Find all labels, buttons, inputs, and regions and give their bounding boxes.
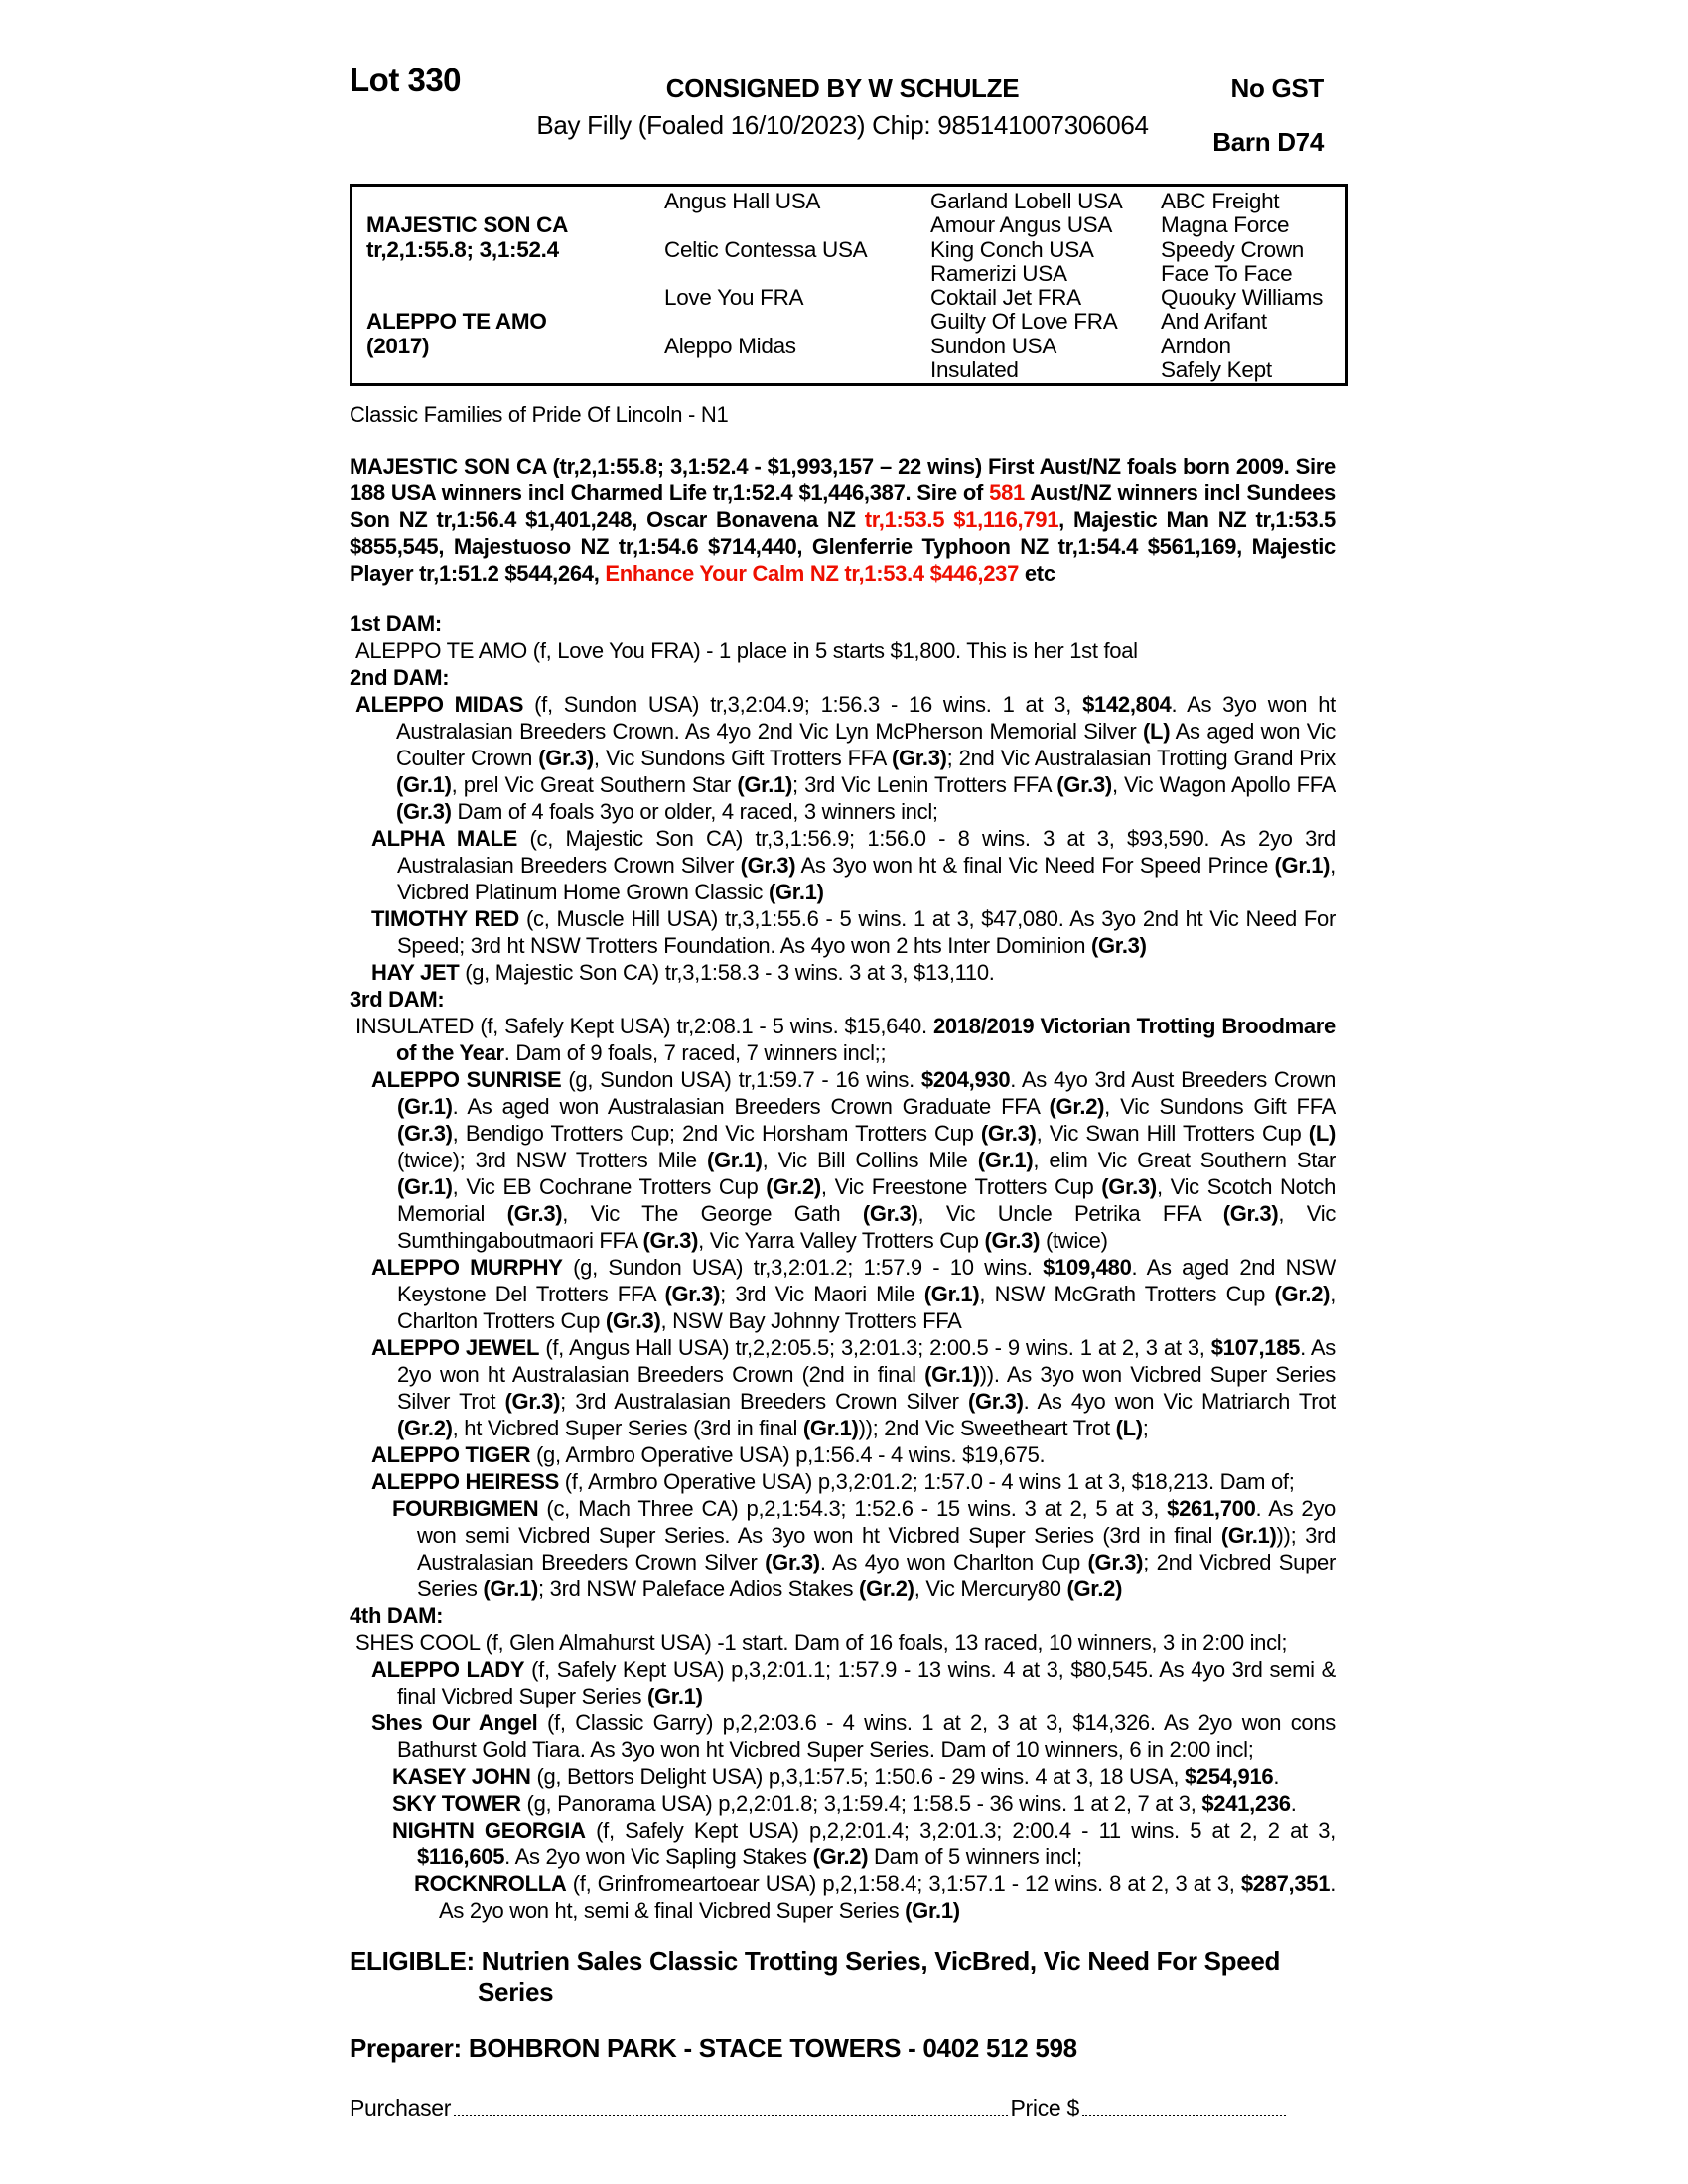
text-segment: , Vic Freestone Trotters Cup bbox=[820, 1174, 1102, 1199]
text-segment: (g, Bettors Delight USA) p,3,1:57.5; 1:50.6 - 29 wins. 4 at 3, 18 USA, bbox=[530, 1764, 1185, 1789]
sire-summary-paragraph bbox=[350, 453, 1336, 587]
pedigree-paragraph bbox=[350, 1254, 1336, 1334]
eligible-line-2: Series bbox=[478, 1978, 554, 2007]
pedigree-paragraph bbox=[350, 1817, 1336, 1870]
text-segment: (g, Sundon USA) tr,1:59.7 - 16 wins. bbox=[561, 1067, 921, 1092]
pedigree-cell: Amour Angus USA bbox=[930, 212, 1113, 238]
pedigree-cell bbox=[664, 213, 930, 237]
text-segment: . As aged 2nd NSW Keystone Del Trotters FFA bbox=[397, 1255, 1336, 1306]
text-segment: )). As 3yo won Vicbred Super Series Silver Trot bbox=[397, 1362, 1336, 1414]
text-segment: (Gr.1) bbox=[768, 880, 824, 904]
text-segment: ; 2nd Vicbred Super Series bbox=[417, 1550, 1336, 1601]
pedigree-paragraph bbox=[350, 1468, 1336, 1495]
text-segment: TIMOTHY RED bbox=[371, 906, 520, 931]
text-segment: NIGHTN GEORGIA bbox=[392, 1818, 586, 1843]
text-segment: (L) bbox=[1308, 1121, 1336, 1146]
pedigree-cell: Angus Hall USA bbox=[664, 189, 821, 213]
text-segment: )); 2nd Vic Sweetheart Trot bbox=[858, 1416, 1116, 1440]
pedigree-paragraph bbox=[350, 691, 1336, 825]
text-segment: ; 3rd Australasian Breeders Crown Silver bbox=[560, 1389, 968, 1414]
pedigree-paragraph bbox=[350, 1441, 1336, 1468]
text-segment: (Gr.1) bbox=[646, 1684, 703, 1708]
text-segment: ; 3rd Vic Maori Mile bbox=[720, 1282, 924, 1306]
text-segment: ALPHA MALE bbox=[371, 826, 518, 851]
text-segment: (twice); 3rd NSW Trotters Mile bbox=[397, 1148, 707, 1172]
text-segment: (f, Sundon USA) tr,3,2:04.9; 1:56.3 - 16 wins. 1 at 3, bbox=[523, 692, 1083, 717]
text-segment: (Gr.3) bbox=[980, 1121, 1037, 1146]
pedigree-paragraph bbox=[350, 1629, 1336, 1656]
text-segment: (f, Classic Garry) p,2,2:03.6 - 4 wins. 1 at 2, 3 at 3, $14,326. As 2yo won cons Bathurst Gold Tiara. As 3yo won ht Vicbred Super Series. Dam of 10 winners, 6 in 2:00 incl; bbox=[397, 1710, 1336, 1762]
text-segment: , Bendigo Trotters Cup; 2nd Vic Horsham Trotters Cup bbox=[452, 1121, 981, 1146]
pedigree-paragraph bbox=[350, 825, 1336, 905]
text-segment: (Gr.3) bbox=[605, 1308, 661, 1333]
price-label: Price $ bbox=[1010, 2095, 1079, 2120]
text-segment: (Gr.2) bbox=[397, 1416, 453, 1440]
text-segment: $241,236 bbox=[1201, 1791, 1291, 1816]
text-segment: (L) bbox=[1143, 719, 1171, 744]
text-segment: ALEPPO JEWEL bbox=[371, 1335, 540, 1360]
text-segment: (Gr.2) bbox=[859, 1576, 914, 1601]
text-segment: , Vic Wagon Apollo FFA bbox=[1111, 772, 1336, 797]
text-segment: , Vic Sundons Gift FFA bbox=[1104, 1094, 1336, 1119]
text-segment: (Gr.3) bbox=[862, 1201, 918, 1226]
text-segment: ; 3rd Vic Lenin Trotters FFA bbox=[792, 772, 1057, 797]
price-fill-line bbox=[1082, 2114, 1286, 2116]
text-segment: KASEY JOHN bbox=[392, 1764, 531, 1789]
text-segment: $109,480 bbox=[1043, 1255, 1132, 1280]
text-segment: $116,605 bbox=[417, 1844, 505, 1869]
pedigree-cell: Arndon bbox=[1161, 333, 1231, 358]
pedigree-cell: Quouky Williams bbox=[1161, 285, 1324, 311]
text-segment: , Vic Yarra Valley Trotters Cup bbox=[698, 1228, 985, 1253]
text-segment: $142,804 bbox=[1082, 692, 1172, 717]
text-segment: (f, Safely Kept USA) p,2,2:01.4; 3,2:01.3; 2:00.4 - 11 wins. 5 at 2, 2 at 3, bbox=[585, 1818, 1336, 1843]
pedigree-cell: Safely Kept bbox=[1161, 357, 1272, 383]
text-segment: . As 2yo won Vic Sapling Stakes bbox=[504, 1844, 813, 1869]
pedigree-cell bbox=[664, 262, 930, 286]
text-segment: (Gr.3) bbox=[538, 746, 594, 770]
text-segment: (Gr.1) bbox=[483, 1576, 539, 1601]
text-segment: (Gr.1) bbox=[397, 1094, 453, 1119]
text-segment: $107,185 bbox=[1210, 1335, 1301, 1360]
text-segment: (f, Angus Hall USA) tr,2,2:05.5; 3,2:01.3; 2:00.5 - 9 wins. 1 at 2, 3 at 3, bbox=[539, 1335, 1211, 1360]
text-segment: , Vic Mercury80 bbox=[914, 1576, 1067, 1601]
text-segment: ALEPPO SUNRISE bbox=[371, 1067, 562, 1092]
text-segment: (Gr.3) bbox=[1090, 933, 1147, 958]
pedigree-cell: Love You FRA bbox=[664, 285, 804, 311]
text-segment: (Gr.3) bbox=[642, 1228, 699, 1253]
text-segment: ALEPPO MURPHY bbox=[371, 1255, 563, 1280]
pedigree-cell: Speedy Crown bbox=[1161, 236, 1304, 262]
text-segment: 2018/2019 Victorian Trotting Broodmare of the Year bbox=[396, 1014, 1336, 1065]
text-segment: $254,916 bbox=[1184, 1764, 1274, 1789]
text-segment: (Gr.3) bbox=[664, 1282, 721, 1306]
red-highlight-text: Enhance Your Calm NZ tr,1:53.4 $446,237 bbox=[605, 561, 1020, 586]
text-segment: (Gr.2) bbox=[1274, 1282, 1331, 1306]
pedigree-cell: And Arifant bbox=[1161, 309, 1267, 335]
pedigree-cell: Ramerizi USA bbox=[930, 260, 1067, 286]
text-segment: ; bbox=[1142, 1416, 1149, 1440]
text-segment: , Vic EB Cochrane Trotters Cup bbox=[452, 1174, 767, 1199]
text-segment: , Vic Swan Hill Trotters Cup bbox=[1036, 1121, 1309, 1146]
text-segment: (Gr.1) bbox=[923, 1282, 980, 1306]
text-segment: FOURBIGMEN bbox=[392, 1496, 539, 1521]
text-segment: (f, Grinfromeartoear USA) p,2,1:58.4; 3,1:57.1 - 12 wins. 8 at 2, 3 at 3, bbox=[566, 1871, 1241, 1896]
text-segment: (twice) bbox=[1040, 1228, 1108, 1253]
text-segment: . As 2yo won semi Vicbred Super Series. As 3yo won ht Vicbred Super Series (3rd in final bbox=[417, 1496, 1336, 1548]
text-segment: $287,351 bbox=[1240, 1871, 1331, 1896]
pedigree-cell bbox=[664, 310, 930, 334]
text-segment: (Gr.1) bbox=[397, 1174, 453, 1199]
pedigree-cell: Aleppo Midas bbox=[664, 333, 796, 358]
text-segment: INSULATED (f, Safely Kept USA) tr,2:08.1 - 5 wins. $15,640. bbox=[355, 1014, 933, 1038]
text-segment: HAY JET bbox=[371, 960, 460, 985]
text-segment: , Vic Bill Collins Mile bbox=[762, 1148, 978, 1172]
text-segment: Aust/NZ winners incl Sundees Son NZ tr,1:56.4 $1,401,248, Oscar Bonavena NZ bbox=[350, 480, 1336, 532]
text-segment: (Gr.2) bbox=[812, 1844, 869, 1869]
pedigree-paragraph bbox=[350, 1656, 1336, 1709]
text-segment: . As 4yo won Vic Matriarch Trot bbox=[1023, 1389, 1336, 1414]
text-segment: (Gr.3) bbox=[967, 1389, 1024, 1414]
dam-heading: 4th DAM: bbox=[350, 1603, 444, 1628]
text-segment: As aged won Vic Coulter Crown bbox=[396, 719, 1336, 770]
text-segment: ROCKNROLLA bbox=[414, 1871, 567, 1896]
pedigree-cell: ABC Freight bbox=[1161, 189, 1280, 213]
text-segment: (Gr.1) bbox=[1220, 1523, 1277, 1548]
pedigree-cell: tr,2,1:55.8; 3,1:52.4 bbox=[366, 236, 559, 262]
text-segment: , Vic Sundons Gift Trotters FFA bbox=[593, 746, 892, 770]
text-segment: (Gr.1) bbox=[905, 1898, 960, 1923]
text-segment: (Gr.1) bbox=[706, 1148, 763, 1172]
text-segment: (Gr.3) bbox=[984, 1228, 1041, 1253]
text-segment: , Vic The George Gath bbox=[562, 1201, 863, 1226]
text-segment: MAJESTIC SON CA (tr,2,1:55.8; 3,1:52.4 - $1,993,157 – 22 wins) First Aust/NZ foals born 2009. Sire 188 USA winners incl Charmed Life tr,1:52.4 $1,446,387. Sire of bbox=[350, 454, 1336, 505]
pedigree-cell: Garland Lobell USA bbox=[930, 189, 1123, 213]
text-segment: , ht Vicbred Super Series (3rd in final bbox=[452, 1416, 803, 1440]
text-segment: . bbox=[1273, 1764, 1280, 1789]
text-segment: SHES COOL (f, Glen Almahurst USA) -1 start. Dam of 16 foals, 13 raced, 10 winners, 3 in 2:00 incl; bbox=[355, 1630, 1288, 1655]
text-segment: )); 3rd Australasian Breeders Crown Silver bbox=[417, 1523, 1336, 1574]
pedigree-paragraph bbox=[350, 959, 1336, 986]
text-segment: (Gr.3) bbox=[740, 853, 796, 878]
pedigree-cell bbox=[664, 358, 930, 382]
text-segment: $204,930 bbox=[920, 1067, 1011, 1092]
text-segment: $261,700 bbox=[1167, 1496, 1256, 1521]
pedigree-cell: Celtic Contessa USA bbox=[664, 236, 868, 262]
text-segment: (Gr.3) bbox=[397, 1121, 453, 1146]
text-segment: ; 3rd NSW Paleface Adios Stakes bbox=[538, 1576, 860, 1601]
preparer-line: Preparer: BOHBRON PARK - STACE TOWERS - 0402 512 598 bbox=[350, 2033, 1077, 2063]
horse-description: Bay Filly (Foaled 16/10/2023) Chip: 985141007306064 bbox=[536, 110, 1149, 140]
text-segment: (Gr.3) bbox=[1087, 1550, 1144, 1574]
text-segment: (Gr.1) bbox=[924, 1362, 980, 1387]
pedigree-paragraph bbox=[350, 1709, 1336, 1763]
text-segment: , Charlton Trotters Cup bbox=[397, 1282, 1336, 1333]
text-segment: As 3yo won ht & final Vic Need For Speed Prince bbox=[795, 853, 1275, 878]
text-segment: ; 2nd Vic Australasian Trotting Grand Prix bbox=[946, 746, 1336, 770]
text-segment: (c, Majestic Son CA) tr,3,1:56.9; 1:56.0 - 8 wins. 3 at 3, $93,590. As 2yo 3rd Australasian Breeders Crown Silver bbox=[397, 826, 1336, 878]
text-segment: , NSW Bay Johnny Trotters FFA bbox=[660, 1308, 962, 1333]
pedigree-cell bbox=[366, 286, 664, 310]
text-segment: ALEPPO MIDAS bbox=[355, 692, 524, 717]
lot-number: Lot 330 bbox=[350, 62, 462, 98]
classic-families-line: Classic Families of Pride Of Lincoln - N1 bbox=[350, 402, 729, 427]
text-segment: (Gr.1) bbox=[1274, 853, 1331, 878]
text-segment: , Majestic Man NZ tr,1:53.5 $855,545, Majestuoso NZ tr,1:54.6 $714,440, Glenferrie Typhoon NZ tr,1:54.4 $561,169, Majestic Player tr,1:51.2 $544,264, bbox=[350, 507, 1336, 586]
pedigree-paragraph bbox=[350, 1495, 1336, 1602]
dam-heading: 3rd DAM: bbox=[350, 987, 445, 1012]
dam-heading: 1st DAM: bbox=[350, 612, 442, 636]
text-segment: (Gr.3) bbox=[892, 746, 947, 770]
text-segment: etc bbox=[1019, 561, 1055, 586]
text-segment: (f, Armbro Operative USA) p,3,2:01.2; 1:57.0 - 4 wins 1 at 3, $18,213. Dam of; bbox=[558, 1469, 1295, 1494]
pedigree-table bbox=[350, 184, 1348, 386]
text-segment: (c, Mach Three CA) p,2,1:54.3; 1:52.6 - 15 wins. 3 at 2, 5 at 3, bbox=[538, 1496, 1168, 1521]
eligible-line-1: ELIGIBLE: Nutrien Sales Classic Trotting Series, VicBred, Vic Need For Speed bbox=[350, 1946, 1281, 1976]
red-highlight-text: tr,1:53.5 $1,116,791 bbox=[864, 507, 1059, 532]
text-segment: . As 4yo 3rd Aust Breeders Crown bbox=[1010, 1067, 1336, 1092]
text-segment: ALEPPO LADY bbox=[371, 1657, 525, 1682]
purchaser-row bbox=[350, 2095, 1289, 2121]
text-segment: . bbox=[1290, 1791, 1297, 1816]
pedigree-paragraph bbox=[350, 1790, 1336, 1817]
text-segment: (c, Muscle Hill USA) tr,3,1:55.6 - 5 wins. 1 at 3, $47,080. As 3yo 2nd ht Vic Need For Speed; 3rd ht NSW Trotters Foundation. As 4yo won 2 hts Inter Dominion bbox=[397, 906, 1336, 958]
purchaser-fill-line bbox=[454, 2114, 1007, 2116]
text-segment: . Dam of 9 foals, 7 raced, 7 winners incl;; bbox=[503, 1040, 887, 1065]
text-segment: , Vic Sumthingaboutmaori FFA bbox=[397, 1201, 1336, 1253]
pedigree-paragraph bbox=[350, 1763, 1336, 1790]
text-segment: (Gr.1) bbox=[737, 772, 793, 797]
body-column bbox=[350, 401, 1336, 2121]
pedigree-paragraph bbox=[350, 905, 1336, 959]
pedigree-paragraph bbox=[350, 1066, 1336, 1254]
text-segment: (Gr.2) bbox=[1049, 1094, 1105, 1119]
text-segment: . As 2yo won ht, semi & final Vicbred Super Series bbox=[439, 1871, 1336, 1923]
text-segment: (Gr.2) bbox=[1066, 1576, 1123, 1601]
text-segment: , prel Vic Great Southern Star bbox=[451, 772, 738, 797]
dam-sections bbox=[350, 611, 1336, 1924]
text-segment: (g, Panorama USA) p,2,2:01.8; 3,1:59.4; 1:58.5 - 36 wins. 1 at 2, 7 at 3, bbox=[520, 1791, 1202, 1816]
text-segment: . As 2yo won ht Australasian Breeders Crown (2nd in final bbox=[397, 1335, 1336, 1387]
pedigree-paragraph bbox=[350, 637, 1336, 664]
pedigree-cell: Sundon USA bbox=[930, 333, 1057, 358]
text-segment: , Vic Scotch Notch Memorial bbox=[397, 1174, 1336, 1226]
text-segment: , Vicbred Platinum Home Grown Classic bbox=[397, 853, 1336, 904]
text-segment: ALEPPO TIGER bbox=[371, 1442, 531, 1467]
consignor-title: CONSIGNED BY W SCHULZE bbox=[665, 73, 1020, 103]
text-segment: ALEPPO HEIRESS bbox=[371, 1469, 559, 1494]
text-segment: (Gr.2) bbox=[766, 1174, 821, 1199]
pedigree-cell: King Conch USA bbox=[930, 236, 1094, 262]
eligible-block bbox=[350, 1945, 1336, 2008]
barn-number: Barn D74 bbox=[1212, 127, 1324, 157]
pedigree-paragraph bbox=[350, 1334, 1336, 1441]
pedigree-cell: MAJESTIC SON CA bbox=[366, 212, 569, 238]
text-segment: . As 3yo won ht Australasian Breeders Crown. As 4yo 2nd Vic Lyn McPherson Memorial Silver bbox=[396, 692, 1336, 744]
text-segment: (g, Sundon USA) tr,3,2:01.2; 1:57.9 - 10 wins. bbox=[562, 1255, 1044, 1280]
text-segment: Dam of 5 winners incl; bbox=[868, 1844, 1082, 1869]
text-segment: ALEPPO TE AMO (f, Love You FRA) - 1 place in 5 starts $1,800. This is her 1st foal bbox=[355, 638, 1138, 663]
pedigree-cell: (2017) bbox=[366, 333, 430, 358]
pedigree-cell bbox=[366, 190, 664, 213]
text-segment: (Gr.3) bbox=[1056, 772, 1112, 797]
pedigree-paragraph bbox=[350, 1870, 1336, 1924]
dam-heading: 2nd DAM: bbox=[350, 665, 450, 690]
gst-status: No GST bbox=[1230, 73, 1324, 103]
text-segment: (Gr.1) bbox=[977, 1148, 1034, 1172]
text-segment: (Gr.3) bbox=[1101, 1174, 1157, 1199]
text-segment: (L) bbox=[1115, 1416, 1143, 1440]
text-segment: (Gr.3) bbox=[1222, 1201, 1279, 1226]
text-segment: (f, Safely Kept USA) p,3,2:01.1; 1:57.9 - 13 wins. 4 at 3, $80,545. As 4yo 3rd semi & final Vicbred Super Series bbox=[397, 1657, 1336, 1708]
text-segment: . As 4yo won Charlton Cup bbox=[819, 1550, 1088, 1574]
text-segment: (Gr.3) bbox=[396, 799, 452, 824]
text-segment: Shes Our Angel bbox=[371, 1710, 538, 1735]
text-segment: , NSW McGrath Trotters Cup bbox=[979, 1282, 1275, 1306]
pedigree-cell: ALEPPO TE AMO bbox=[366, 309, 547, 335]
pedigree-cell bbox=[366, 358, 664, 382]
text-segment: , elim Vic Great Southern Star bbox=[1033, 1148, 1336, 1172]
text-segment: (Gr.3) bbox=[506, 1201, 563, 1226]
red-highlight-text: 581 bbox=[989, 480, 1025, 505]
pedigree-paragraph bbox=[350, 1013, 1336, 1066]
pedigree-cell: Coktail Jet FRA bbox=[930, 285, 1081, 311]
text-segment: , Vic Uncle Petrika FFA bbox=[917, 1201, 1223, 1226]
pedigree-cell: Magna Force bbox=[1161, 212, 1290, 238]
pedigree-cell: Face To Face bbox=[1161, 260, 1293, 286]
text-segment: (Gr.3) bbox=[504, 1389, 561, 1414]
text-segment: (g, Majestic Son CA) tr,3,1:58.3 - 3 wins. 3 at 3, $13,110. bbox=[459, 960, 995, 985]
text-segment: Dam of 4 foals 3yo or older, 4 raced, 3 winners incl; bbox=[451, 799, 938, 824]
text-segment: (g, Armbro Operative USA) p,1:56.4 - 4 wins. $19,675. bbox=[530, 1442, 1046, 1467]
text-segment: . As aged won Australasian Breeders Crown Graduate FFA bbox=[452, 1094, 1050, 1119]
text-segment: SKY TOWER bbox=[392, 1791, 521, 1816]
pedigree-cell: Insulated bbox=[930, 357, 1019, 383]
purchaser-label: Purchaser bbox=[350, 2095, 452, 2120]
pedigree-cell bbox=[366, 262, 664, 286]
text-segment: (Gr.1) bbox=[802, 1416, 859, 1440]
text-segment: (Gr.3) bbox=[765, 1550, 820, 1574]
pedigree-cell: Guilty Of Love FRA bbox=[930, 309, 1118, 335]
text-segment: (Gr.1) bbox=[396, 772, 452, 797]
